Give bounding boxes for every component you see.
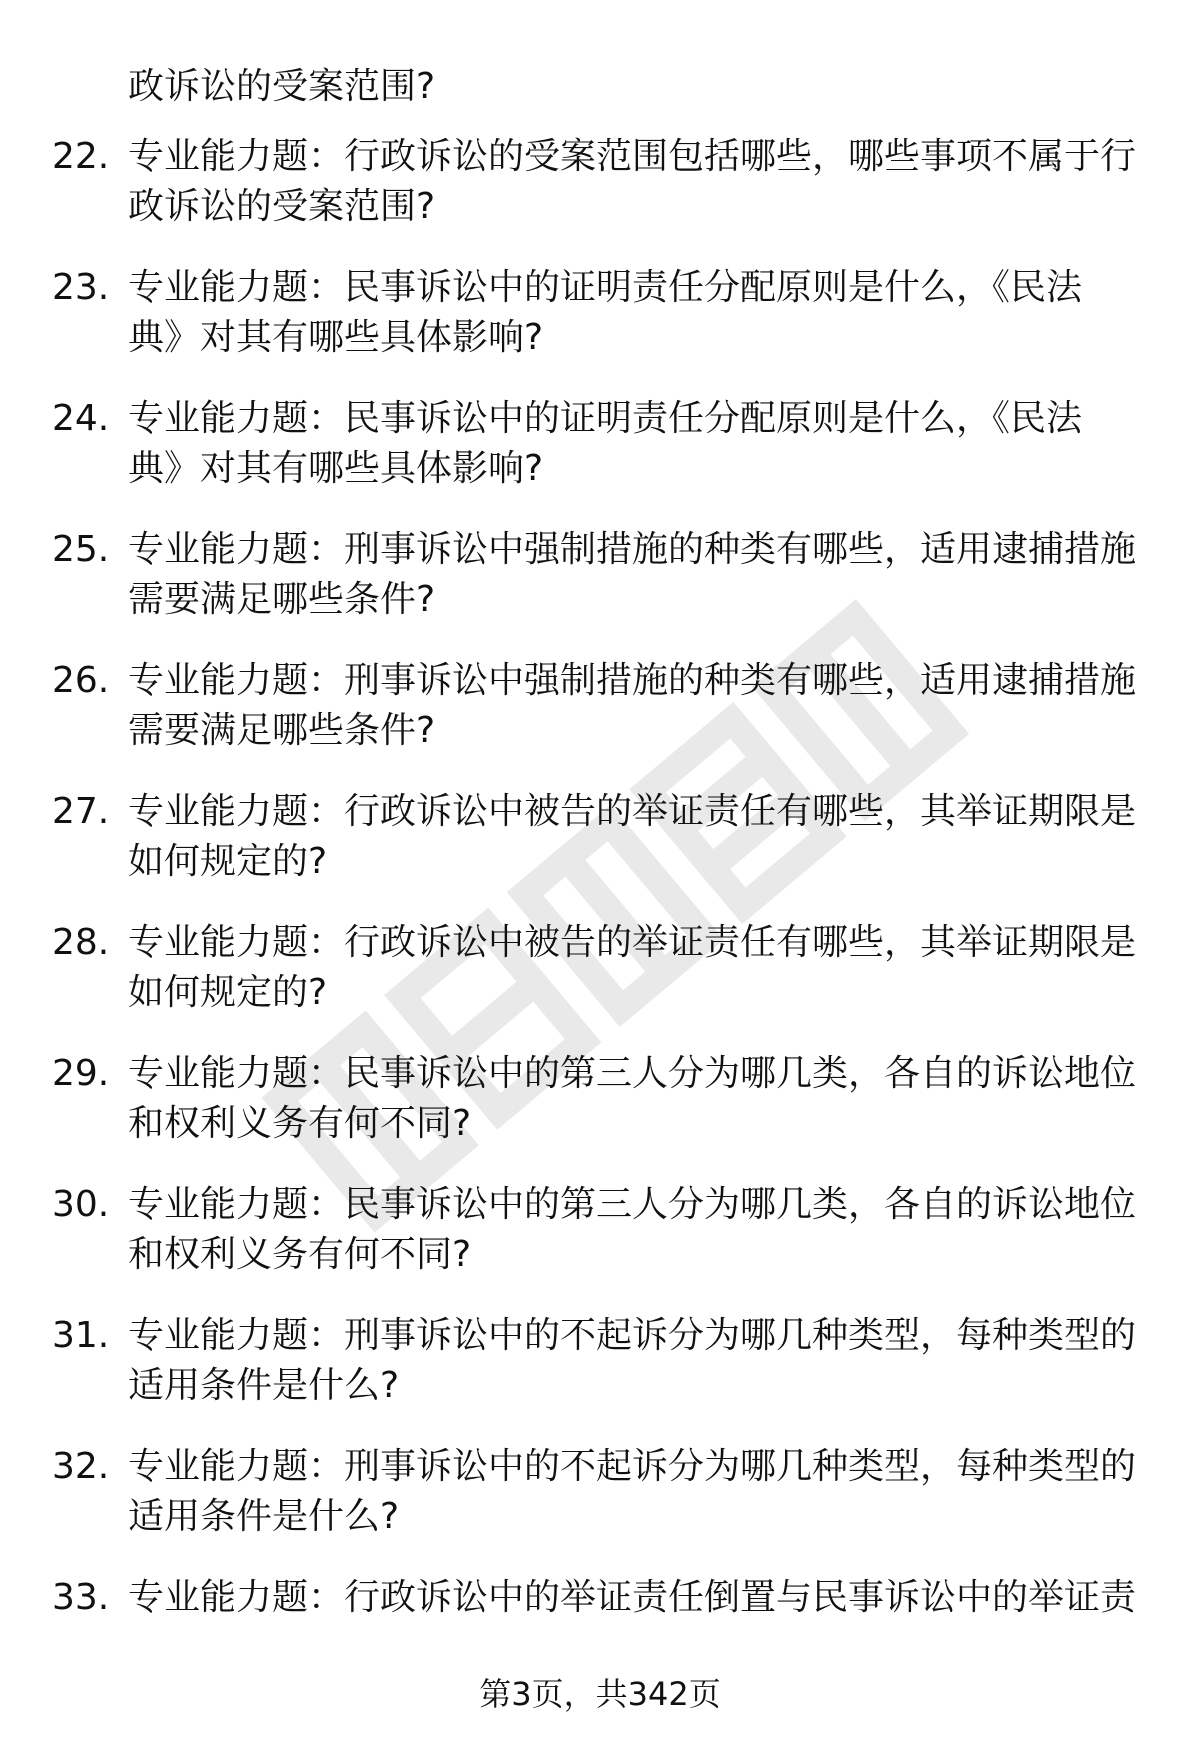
question-text-line2: 和权利义务有何不同? xyxy=(128,1234,472,1275)
question-text-line1: 专业能力题：刑事诉讼中强制措施的种类有哪些，适用逮捕措施 xyxy=(128,529,1137,570)
continued-question-text: 政诉讼的受案范围? xyxy=(128,66,436,107)
question-text-line2: 适用条件是什么? xyxy=(128,1365,400,1406)
question-number: 28. xyxy=(52,922,110,963)
question-number: 25. xyxy=(52,529,110,570)
question-item xyxy=(0,787,1200,918)
question-number: 32. xyxy=(52,1446,110,1487)
question-text-line2: 需要满足哪些条件? xyxy=(128,579,436,620)
question-number: 23. xyxy=(52,267,110,308)
question-text-line1: 专业能力题：行政诉讼中的举证责任倒置与民事诉讼中的举证责 xyxy=(128,1577,1137,1618)
question-item xyxy=(0,918,1200,1049)
question-text-line1: 专业能力题：行政诉讼中被告的举证责任有哪些，其举证期限是 xyxy=(128,922,1137,963)
page-number-footer: 第3页，共342页 xyxy=(479,1675,721,1713)
question-text-line2: 典》对其有哪些具体影响? xyxy=(128,448,544,489)
question-item xyxy=(0,263,1200,394)
question-item xyxy=(0,525,1200,656)
question-number: 30. xyxy=(52,1184,110,1225)
question-text-line1: 专业能力题：民事诉讼中的证明责任分配原则是什么，《民法 xyxy=(128,398,1083,439)
question-item xyxy=(0,1049,1200,1180)
question-text-line1: 专业能力题：行政诉讼的受案范围包括哪些，哪些事项不属于行 xyxy=(128,136,1137,177)
question-text-line2: 如何规定的? xyxy=(128,972,328,1013)
question-text-line1: 专业能力题：民事诉讼中的第三人分为哪几类，各自的诉讼地位 xyxy=(128,1053,1137,1094)
question-item xyxy=(0,656,1200,787)
question-text-line1: 专业能力题：行政诉讼中被告的举证责任有哪些，其举证期限是 xyxy=(128,791,1137,832)
question-number: 31. xyxy=(52,1315,110,1356)
question-item xyxy=(0,1442,1200,1573)
question-text-line2: 需要满足哪些条件? xyxy=(128,710,436,751)
question-number: 26. xyxy=(52,660,110,701)
question-number: 22. xyxy=(52,136,110,177)
question-text-line1: 专业能力题：刑事诉讼中强制措施的种类有哪些，适用逮捕措施 xyxy=(128,660,1137,701)
question-text-line1: 专业能力题：民事诉讼中的证明责任分配原则是什么，《民法 xyxy=(128,267,1083,308)
question-text-line2: 典》对其有哪些具体影响? xyxy=(128,317,544,358)
question-item xyxy=(0,1311,1200,1442)
question-number: 29. xyxy=(52,1053,110,1094)
question-text-line2: 和权利义务有何不同? xyxy=(128,1103,472,1144)
question-text-line2: 适用条件是什么? xyxy=(128,1496,400,1537)
question-item xyxy=(0,1180,1200,1311)
question-list xyxy=(0,132,1200,1704)
question-text-line1: 专业能力题：刑事诉讼中的不起诉分为哪几种类型，每种类型的 xyxy=(128,1446,1137,1487)
question-number: 24. xyxy=(52,398,110,439)
question-text-line2: 如何规定的? xyxy=(128,841,328,882)
question-item xyxy=(0,394,1200,525)
question-text-line1: 专业能力题：刑事诉讼中的不起诉分为哪几种类型，每种类型的 xyxy=(128,1315,1137,1356)
question-number: 27. xyxy=(52,791,110,832)
question-number: 33. xyxy=(52,1577,110,1618)
question-item xyxy=(0,132,1200,263)
question-text-line1: 专业能力题：民事诉讼中的第三人分为哪几类，各自的诉讼地位 xyxy=(128,1184,1137,1225)
question-text-line2: 政诉讼的受案范围? xyxy=(128,186,436,227)
